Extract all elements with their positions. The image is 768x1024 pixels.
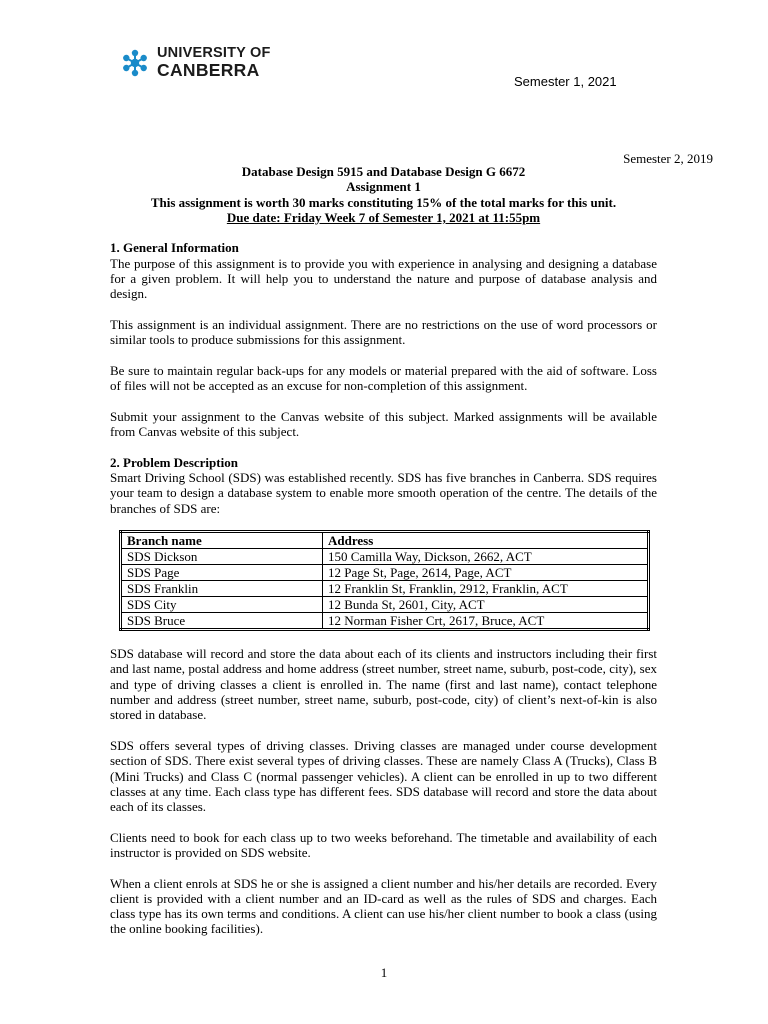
address-cell: 12 Bunda St, 2601, City, ACT	[323, 596, 649, 612]
branches-table	[119, 530, 650, 631]
branch-name-cell: SDS Dickson	[121, 548, 323, 564]
address-cell: 150 Camilla Way, Dickson, 2662, ACT	[323, 548, 649, 564]
branch-name-cell: SDS City	[121, 596, 323, 612]
table-row	[121, 564, 649, 580]
title-block	[110, 164, 657, 225]
assignment-title: Assignment 1	[346, 179, 421, 195]
logo-wordmark	[157, 46, 271, 79]
marks-statement: This assignment is worth 30 marks constituting 15% of the total marks for this unit.	[150, 194, 617, 210]
branch-name-cell: SDS Bruce	[121, 612, 323, 629]
table-row	[121, 548, 649, 564]
address-cell: 12 Page St, Page, 2614, Page, ACT	[323, 564, 649, 580]
university-emblem-icon	[119, 47, 151, 79]
section-2-paragraph-4: When a client enrols at SDS he or she is assigned a client number and his/her details are recorded. Every client is provided with a client number and an ID-card as well as the rules of SDS and charges. Each class type has its own terms and conditions. A client can use his/her client number to book a class (using the online booking facilities).	[110, 875, 657, 937]
table-row	[121, 580, 649, 596]
due-date: Due date: Friday Week 7 of Semester 1, 2021 at 11:55pm	[226, 209, 541, 225]
section-1-heading: 1. General Information	[110, 240, 239, 256]
page-number: 1	[380, 965, 388, 980]
logo-line-2: CANBERRA	[157, 59, 260, 80]
section-2-paragraph-1: SDS database will record and store the data about each of its clients and instructors including their first and last name, postal address and home address (street number, street name, suburb, post-code, city), sex and type of driving classes a client is enrolled in. The name (first and last name), contact telephone number and address (street number, street name, suburb, post-code, city) of client’s next-of-kin is also stored in database.	[110, 646, 657, 723]
section-2-intro: Smart Driving School (SDS) was established recently. SDS has five branches in Canberra. SDS requires your team to design a database system to enable more smooth operation of the centre. The details of the branches of SDS are:	[110, 469, 657, 516]
address-cell: 12 Norman Fisher Crt, 2617, Bruce, ACT	[323, 612, 649, 629]
section-2-paragraph-3: Clients need to book for each class up to two weeks beforehand. The timetable and availability of each instructor is provided on SDS website.	[110, 829, 657, 860]
table-row	[121, 596, 649, 612]
section-1-paragraph-2: This assignment is an individual assignment. There are no restrictions on the use of word processors or similar tools to produce submissions for this assignment.	[110, 316, 657, 348]
section-1-paragraph-1: The purpose of this assignment is to provide you with experience in analysing and designing a database for a given problem. It will help you to understand the nature and purpose of database analysis and design.	[110, 255, 657, 302]
column-header-branch-name: Branch name	[121, 531, 323, 548]
branch-name-cell: SDS Page	[121, 564, 323, 580]
document-semester: Semester 2, 2019	[623, 151, 713, 166]
university-logo	[119, 46, 271, 79]
address-cell: 12 Franklin St, Franklin, 2912, Franklin, ACT	[323, 580, 649, 596]
column-header-address: Address	[323, 531, 649, 548]
document-body	[110, 164, 657, 937]
table-row	[121, 612, 649, 629]
course-title: Database Design 5915 and Database Design G 6672	[241, 164, 526, 179]
section-1-paragraph-4: Submit your assignment to the Canvas website of this subject. Marked assignments will be available from Canvas website of this subject.	[110, 408, 657, 440]
logo-line-1: UNIVERSITY OF	[157, 45, 271, 61]
table-header-row	[121, 531, 649, 548]
branch-name-cell: SDS Franklin	[121, 580, 323, 596]
section-1-paragraph-3: Be sure to maintain regular back-ups for any models or material prepared with the aid of software. Loss of files will not be accepted as an excuse for non-completion of this assignment.	[110, 362, 657, 394]
header-semester: Semester 1, 2021	[514, 74, 617, 89]
section-2-paragraph-2: SDS offers several types of driving classes. Driving classes are managed under course development section of SDS. There exist several types of driving classes. These are namely Class A (Trucks), Class B (Mini Trucks) and Class C (normal passenger vehicles). A client can be enrolled in up to two different classes at any time. Each class type has different fees. SDS database will record and store the data about each of its classes.	[110, 737, 657, 815]
section-2-heading: 2. Problem Description	[110, 454, 238, 470]
